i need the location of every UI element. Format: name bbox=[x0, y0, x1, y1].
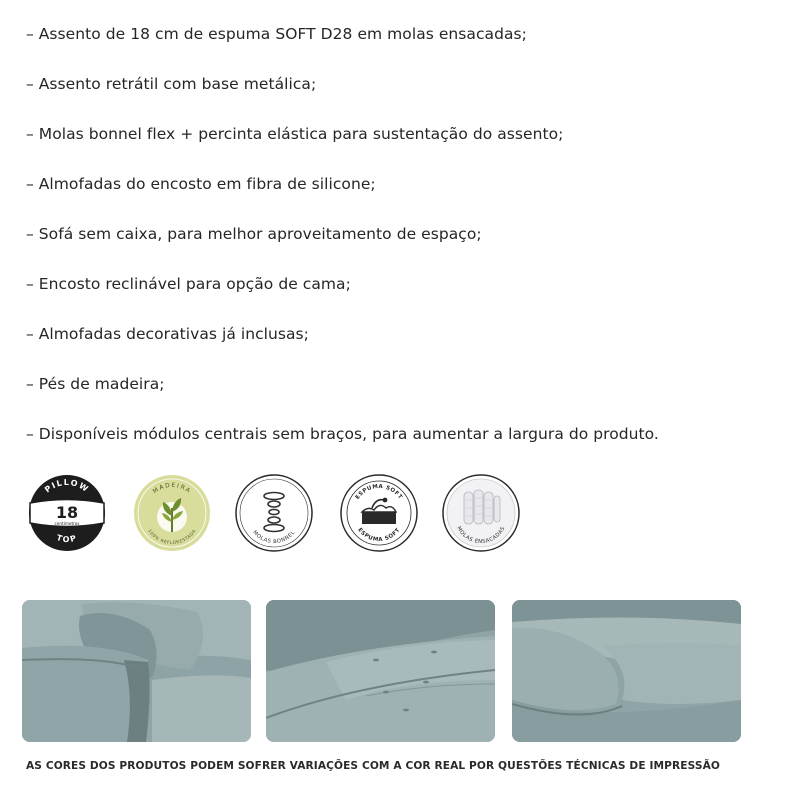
pillow-top-badge bbox=[26, 472, 108, 554]
badge-bottom-text: 100% REFLORESTADA bbox=[146, 528, 198, 547]
badge-top-text: PILLOW bbox=[43, 477, 91, 495]
color-disclaimer: AS CORES DOS PRODUTOS PODEM SOFRER VARIAÇÕES COM A COR REAL POR QUESTÕES TÉCNICAS DE IMPRESSÃO bbox=[26, 760, 720, 772]
spring-icon bbox=[233, 472, 315, 554]
feature-item: – Sofá sem caixa, para melhor aproveitamento de espaço; bbox=[26, 225, 482, 243]
product-photos bbox=[0, 600, 800, 742]
molas-ensacadas-badge bbox=[440, 472, 522, 554]
foam-icon bbox=[338, 472, 420, 554]
feature-item: – Molas bonnel flex + percinta elástica para sustentação do assento; bbox=[26, 125, 564, 143]
badge-number: 18 bbox=[55, 503, 79, 522]
feature-item: – Assento retrátil com base metálica; bbox=[26, 75, 317, 93]
badge-bottom-text: TOP bbox=[55, 533, 79, 545]
feature-item: – Disponíveis módulos centrais sem braços, para aumentar a largura do produto. bbox=[26, 425, 659, 443]
sofa-arm-photo bbox=[22, 600, 251, 742]
espuma-soft-badge bbox=[338, 472, 420, 554]
feature-item: – Pés de madeira; bbox=[26, 375, 165, 393]
feature-badges bbox=[0, 472, 800, 562]
feature-item: – Almofadas do encosto em fibra de silicone; bbox=[26, 175, 376, 193]
molas-bonnel-badge bbox=[233, 472, 315, 554]
sofa-cushion-photo bbox=[512, 600, 741, 742]
badge-bottom-text: MOLAS ENSACADAS bbox=[455, 525, 507, 546]
badge-top-text: ESPUMA SOFT bbox=[354, 483, 404, 501]
feature-item: – Almofadas decorativas já inclusas; bbox=[26, 325, 309, 343]
sofa-seat-photo bbox=[266, 600, 495, 742]
leaf-icon bbox=[131, 472, 213, 554]
pillow-top-icon bbox=[26, 472, 108, 554]
feature-item: – Encosto reclinável para opção de cama; bbox=[26, 275, 351, 293]
madeira-badge bbox=[131, 472, 213, 554]
pocket-spring-icon bbox=[440, 472, 522, 554]
badge-bottom-text: MOLAS BONNEL bbox=[251, 529, 297, 546]
badge-unit: centímetros bbox=[54, 521, 80, 526]
badge-bottom-text: ESPUMA SOFT bbox=[356, 527, 402, 544]
badge-top-text: MADEIRA bbox=[151, 481, 193, 496]
feature-item: – Assento de 18 cm de espuma SOFT D28 em molas ensacadas; bbox=[26, 25, 527, 43]
